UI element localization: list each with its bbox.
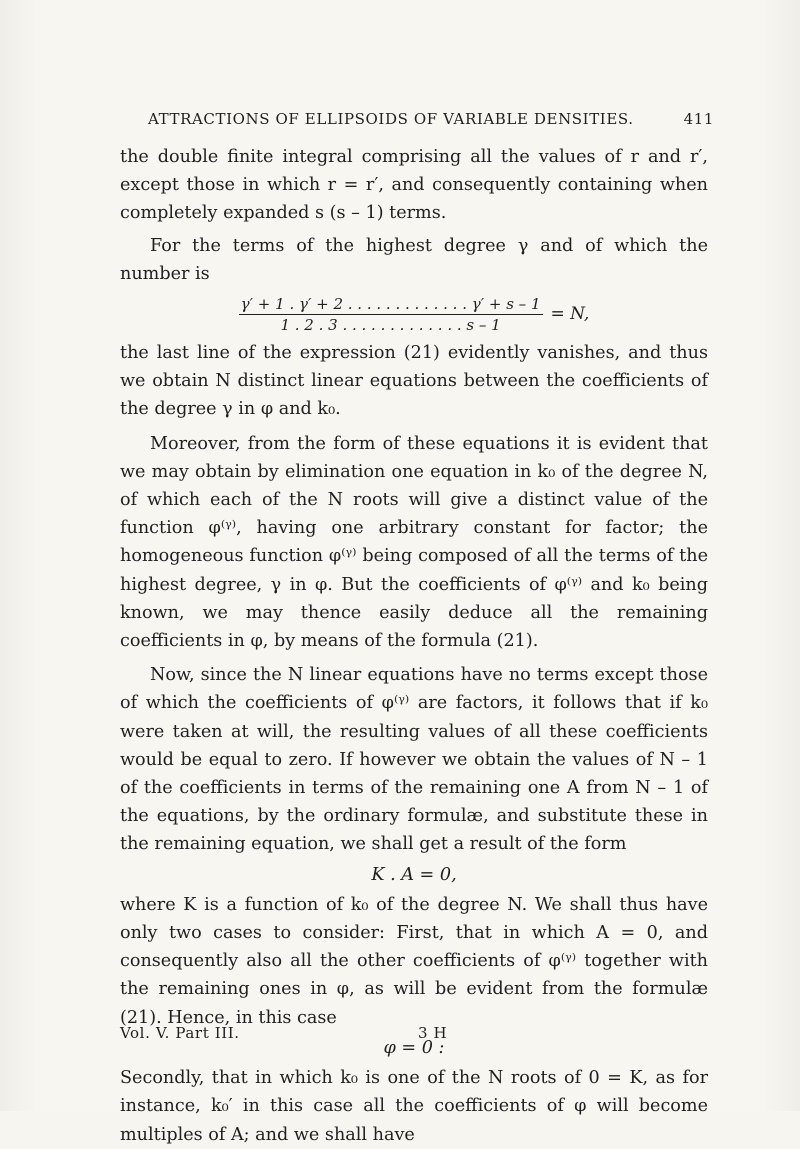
equation-fraction <box>120 294 708 335</box>
paragraph-3: the last line of the expression (21) evidently vanishes, and thus we obtain N distinct linear equations between the coefficients of the degree γ in φ and k₀. <box>120 343 708 420</box>
equation-phi: φ = 0 : <box>383 1037 445 1058</box>
fraction-rhs: = N, <box>550 304 590 325</box>
fraction-denominator: 1 . 2 . 3 . . . . . . . . . . . . . s – 1 <box>280 316 501 335</box>
volume-label: Vol. V. Part III. <box>120 1024 240 1042</box>
paragraph-6: where K is a function of k₀ of the degree N. We shall thus have only two cases to consider: First, that in which A = 0, and consequently also all the other coefficients of φ⁽ᵞ⁾ together with the remaining ones in φ, as will be evident from the formulæ (21). Hence, in this case <box>120 894 708 1028</box>
equation-ka: K . A = 0, <box>371 864 457 885</box>
paragraph-4: Moreover, from the form of these equations it is evident that we may obtain by elimination one equation in k₀ of the degree N, of which each of the N roots will give a distinct value of the function φ⁽ᵞ⁾, having one arbitrary constant for factor; the homogeneous function φ⁽ᵞ⁾ being composed of all the terms of the highest degree, γ in φ. But the coefficients of φ⁽ᵞ⁾ and k₀ being known, we may thence easily deduce all the remaining coefficients in φ, by means of the formula (21). <box>120 433 708 652</box>
paragraph-1: the double finite integral comprising all the values of r and r′, except those in which r = r′, and consequently containing when completely expanded s (s – 1) terms. <box>120 147 708 224</box>
fraction-numerator: γ′ + 1 . γ′ + 2 . . . . . . . . . . . . . γ′ + s – 1 <box>240 295 541 314</box>
page-number: 411 <box>683 110 714 128</box>
fraction <box>239 294 543 335</box>
paragraph-2: For the terms of the highest degree γ and of which the number is <box>120 235 708 284</box>
body-text <box>120 143 708 1149</box>
paragraph-5: Now, since the N linear equations have no terms except those of which the coefficients of φ⁽ᵞ⁾ are factors, it follows that if k₀ were taken at will, the resulting values of all these coefficients would be equal to zero. If however we obtain the values of N – 1 of the coefficients in terms of the remaining one A from N – 1 of the equations, by the ordinary formulæ, and substitute these in the remaining equation, we shall get a result of the form <box>120 665 708 855</box>
signature-mark: 3 H <box>418 1024 448 1042</box>
running-title: ATTRACTIONS OF ELLIPSOIDS OF VARIABLE DENSITIES. <box>148 110 634 128</box>
paragraph-7: Secondly, that in which k₀ is one of the N roots of 0 = K, as for instance, k₀′ in this case all the coefficients of φ will become multiples of A; and we shall have <box>120 1068 708 1145</box>
